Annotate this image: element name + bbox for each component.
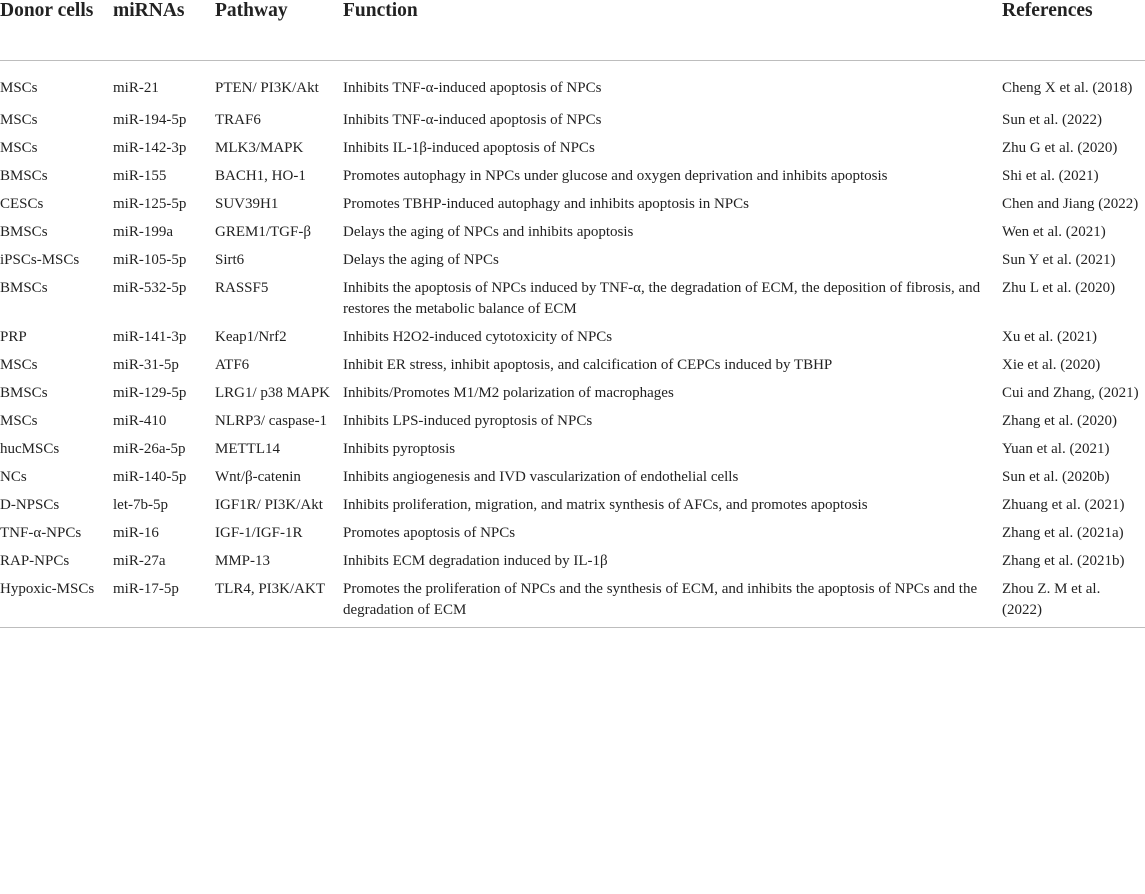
cell-reference: Sun et al. (2020b) xyxy=(1002,469,1110,485)
cell-donor: MSCs xyxy=(0,112,38,128)
cell-donor: NCs xyxy=(0,469,27,485)
cell-reference: Chen and Jiang (2022) xyxy=(1002,196,1139,212)
cell-mirna: miR-16 xyxy=(113,525,159,541)
cell-pathway: RASSF5 xyxy=(215,280,269,296)
cell-pathway: SUV39H1 xyxy=(215,196,279,212)
header-pathway: Pathway xyxy=(215,0,343,61)
table-row xyxy=(0,572,1145,628)
table-row xyxy=(0,187,1145,215)
cell-mirna: miR-105-5p xyxy=(113,252,187,268)
table-row xyxy=(0,159,1145,187)
table-body xyxy=(0,61,1145,628)
cell-donor: BMSCs xyxy=(0,385,48,401)
cell-reference: Zhang et al. (2021b) xyxy=(1002,553,1125,569)
cell-function: Inhibit ER stress, inhibit apoptosis, and calcification of CEPCs induced by TBHP xyxy=(343,357,833,373)
cell-mirna: miR-27a xyxy=(113,553,166,569)
cell-donor: PRP xyxy=(0,329,27,345)
cell-mirna: miR-532-5p xyxy=(113,280,187,296)
cell-function: Delays the aging of NPCs xyxy=(343,252,499,268)
cell-pathway: GREM1/TGF-β xyxy=(215,224,311,240)
cell-function: Promotes autophagy in NPCs under glucose and oxygen deprivation and inhibits apoptosis xyxy=(343,168,888,184)
cell-mirna: miR-194-5p xyxy=(113,112,187,128)
cell-mirna: miR-31-5p xyxy=(113,357,179,373)
table-row xyxy=(0,432,1145,460)
cell-pathway: PTEN/ PI3K/Akt xyxy=(215,80,319,96)
table-row xyxy=(0,215,1145,243)
table-row xyxy=(0,61,1145,104)
table-row xyxy=(0,488,1145,516)
cell-mirna: miR-17-5p xyxy=(113,572,215,628)
cell-donor: MSCs xyxy=(0,80,38,96)
cell-mirna: miR-410 xyxy=(113,413,167,429)
table-row xyxy=(0,544,1145,572)
cell-mirna: miR-199a xyxy=(113,224,173,240)
cell-function: Inhibits LPS-induced pyroptosis of NPCs xyxy=(343,413,593,429)
cell-function: Promotes apoptosis of NPCs xyxy=(343,525,516,541)
cell-mirna: miR-21 xyxy=(113,80,159,96)
cell-reference: Zhu L et al. (2020) xyxy=(1002,280,1116,296)
cell-donor: Hypoxic-MSCs xyxy=(0,572,113,628)
cell-reference: Zhang et al. (2021a) xyxy=(1002,525,1124,541)
cell-pathway: IGF1R/ PI3K/Akt xyxy=(215,497,323,513)
table-row xyxy=(0,271,1145,320)
cell-function: Inhibits H2O2-induced cytotoxicity of NPCs xyxy=(343,329,613,345)
cell-donor: MSCs xyxy=(0,140,38,156)
cell-pathway: ATF6 xyxy=(215,357,250,373)
cell-mirna: miR-140-5p xyxy=(113,469,187,485)
header-references: References xyxy=(1002,0,1145,61)
cell-reference: Zhu G et al. (2020) xyxy=(1002,140,1118,156)
cell-donor: CESCs xyxy=(0,196,44,212)
cell-reference: Sun Y et al. (2021) xyxy=(1002,252,1116,268)
cell-function: Inhibits TNF-α-induced apoptosis of NPCs xyxy=(343,80,602,96)
cell-donor: RAP-NPCs xyxy=(0,553,70,569)
cell-donor: BMSCs xyxy=(0,280,48,296)
cell-function: Inhibits TNF-α-induced apoptosis of NPCs xyxy=(343,112,602,128)
cell-pathway: METTL14 xyxy=(215,441,280,457)
cell-mirna: miR-155 xyxy=(113,168,167,184)
cell-reference: Shi et al. (2021) xyxy=(1002,168,1099,184)
table-row xyxy=(0,348,1145,376)
table-header xyxy=(0,0,1145,61)
cell-pathway: Sirt6 xyxy=(215,252,245,268)
header-mirnas: miRNAs xyxy=(113,0,215,61)
cell-mirna: miR-26a-5p xyxy=(113,441,186,457)
cell-mirna: let-7b-5p xyxy=(113,497,168,513)
cell-reference: Sun et al. (2022) xyxy=(1002,112,1102,128)
cell-reference: Zhou Z. M et al. (2022) xyxy=(1002,572,1145,628)
cell-mirna: miR-129-5p xyxy=(113,385,187,401)
cell-pathway: BACH1, HO-1 xyxy=(215,168,306,184)
cell-pathway: Keap1/Nrf2 xyxy=(215,329,287,345)
cell-reference: Cui and Zhang, (2021) xyxy=(1002,385,1139,401)
cell-donor: iPSCs-MSCs xyxy=(0,252,80,268)
cell-reference: Zhuang et al. (2021) xyxy=(1002,497,1125,513)
cell-reference: Zhang et al. (2020) xyxy=(1002,413,1117,429)
cell-donor: MSCs xyxy=(0,413,38,429)
cell-pathway: LRG1/ p38 MAPK xyxy=(215,385,331,401)
cell-donor: MSCs xyxy=(0,357,38,373)
cell-function: Delays the aging of NPCs and inhibits apoptosis xyxy=(343,224,634,240)
table-row xyxy=(0,376,1145,404)
cell-reference: Cheng X et al. (2018) xyxy=(1002,80,1133,96)
cell-pathway: MMP-13 xyxy=(215,553,271,569)
cell-donor: BMSCs xyxy=(0,168,48,184)
cell-reference: Yuan et al. (2021) xyxy=(1002,441,1110,457)
cell-function: Promotes the proliferation of NPCs and the synthesis of ECM, and inhibits the apoptosis of NPCs and the degradation of ECM xyxy=(343,572,1002,628)
table-row xyxy=(0,320,1145,348)
cell-function: Inhibits pyroptosis xyxy=(343,441,456,457)
table-row xyxy=(0,460,1145,488)
cell-pathway: TLR4, PI3K/AKT xyxy=(215,572,343,628)
cell-pathway: Wnt/β-catenin xyxy=(215,469,301,485)
cell-function: Inhibits ECM degradation induced by IL-1β xyxy=(343,553,608,569)
cell-reference: Xie et al. (2020) xyxy=(1002,357,1101,373)
cell-function: Inhibits/Promotes M1/M2 polarization of macrophages xyxy=(343,385,674,401)
cell-reference: Wen et al. (2021) xyxy=(1002,224,1106,240)
cell-pathway: MLK3/MAPK xyxy=(215,140,304,156)
cell-donor: TNF-α-NPCs xyxy=(0,525,82,541)
cell-pathway: IGF-1/IGF-1R xyxy=(215,525,303,541)
cell-donor: BMSCs xyxy=(0,224,48,240)
table-row xyxy=(0,404,1145,432)
table-row xyxy=(0,131,1145,159)
cell-function: Inhibits the apoptosis of NPCs induced by TNF-α, the degradation of ECM, the deposition of fibrosis, and restores the metabolic balance of ECM xyxy=(343,280,981,317)
header-donor-cells: Donor cells xyxy=(0,0,113,61)
cell-mirna: miR-125-5p xyxy=(113,196,187,212)
header-function: Function xyxy=(343,0,1002,61)
cell-function: Inhibits IL-1β-induced apoptosis of NPCs xyxy=(343,140,595,156)
cell-function: Promotes TBHP-induced autophagy and inhibits apoptosis in NPCs xyxy=(343,196,749,212)
cell-function: Inhibits angiogenesis and IVD vascularization of endothelial cells xyxy=(343,469,739,485)
table-row xyxy=(0,243,1145,271)
table-row xyxy=(0,516,1145,544)
cell-pathway: TRAF6 xyxy=(215,112,261,128)
cell-mirna: miR-142-3p xyxy=(113,140,187,156)
cell-pathway: NLRP3/ caspase-1 xyxy=(215,413,328,429)
cell-function: Inhibits proliferation, migration, and matrix synthesis of AFCs, and promotes apoptosis xyxy=(343,497,868,513)
cell-donor: D-NPSCs xyxy=(0,497,60,513)
cell-donor: hucMSCs xyxy=(0,441,60,457)
cell-reference: Xu et al. (2021) xyxy=(1002,329,1097,345)
table-row xyxy=(0,103,1145,131)
cell-mirna: miR-141-3p xyxy=(113,329,187,345)
